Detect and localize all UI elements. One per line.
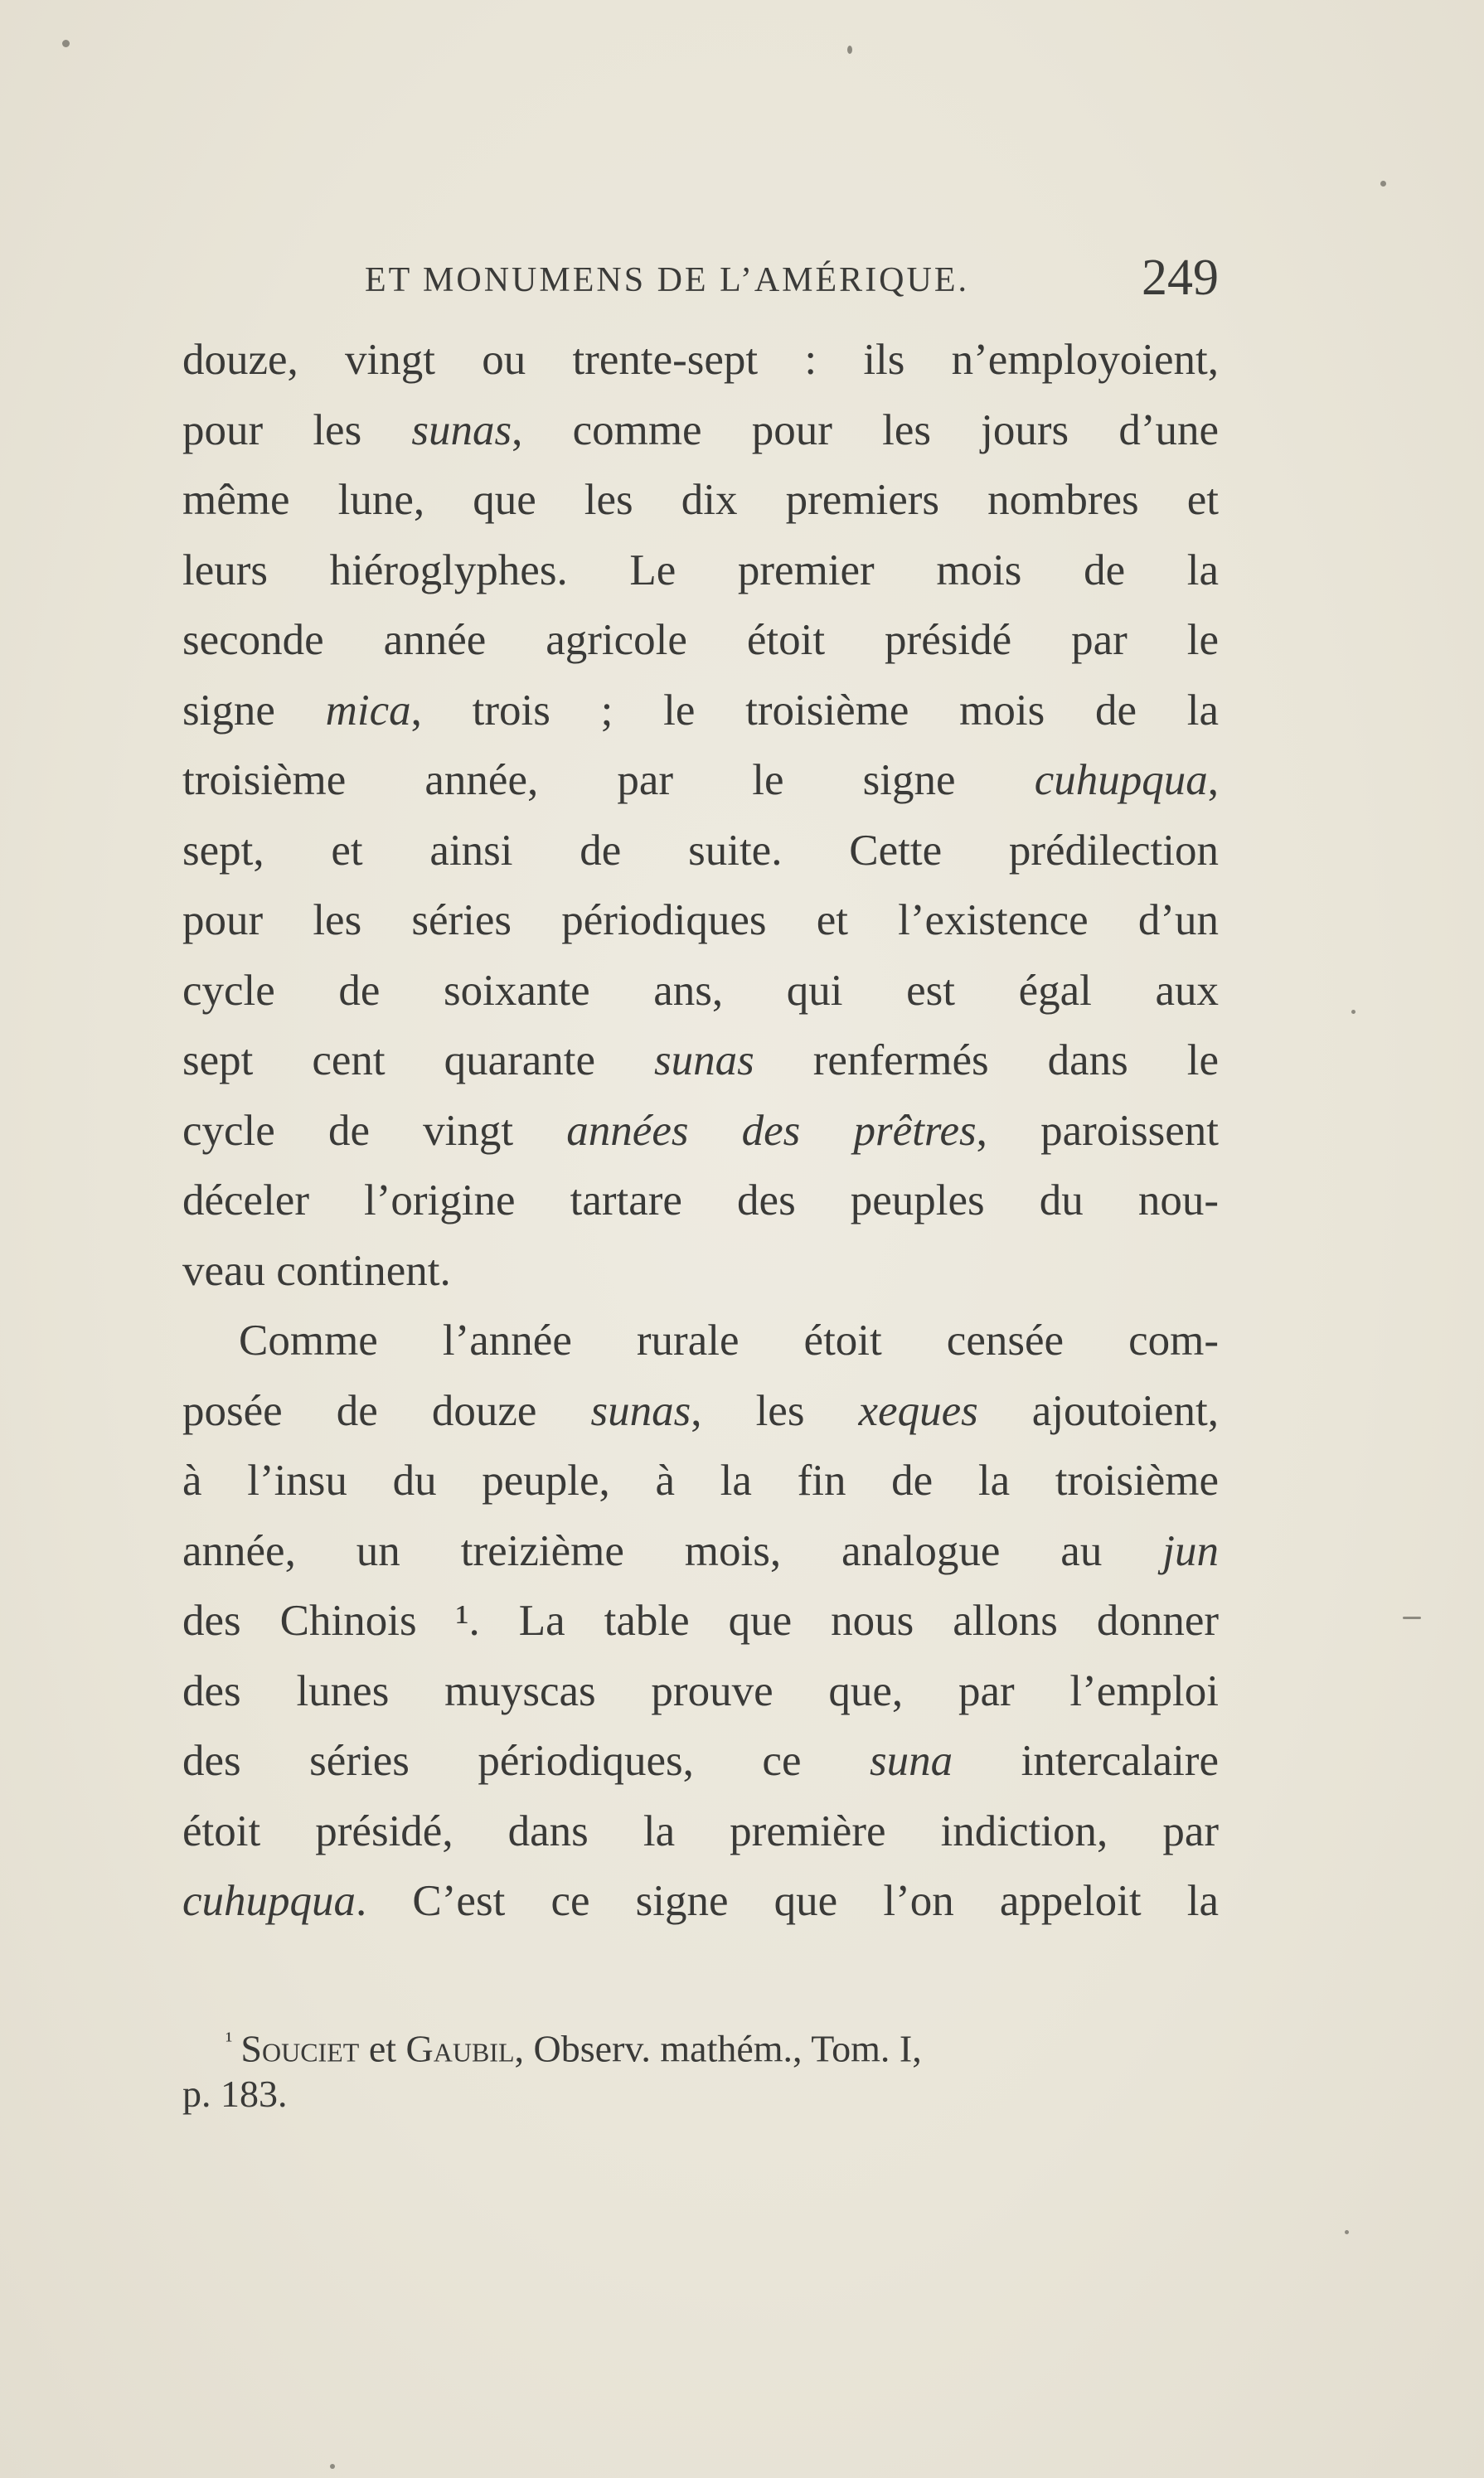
footnote-line: p. 183. (182, 2073, 288, 2115)
text-line: étoit présidé, dans la première indiction, par (182, 1806, 1219, 1855)
paper-speck (1351, 1010, 1355, 1014)
paper-speck (1380, 181, 1386, 187)
text-line: des lunes muyscas prouve que, par l’emploi (182, 1666, 1219, 1715)
paper-speck (62, 40, 70, 47)
paper-speck (847, 46, 852, 54)
text-line: pour les séries périodiques et l’existence d’un (182, 896, 1219, 944)
footnote-line: $^{^1}$ Souciet et Gaubil, Observ. mathém., Tom. I, (226, 2027, 922, 2070)
text-line-paragraph-start: Comme l’année rurale étoit censée com- (239, 1317, 1219, 1365)
footnote-marker: ¹ (226, 2028, 233, 2054)
text-line: des Chinois ¹. La table que nous allons donner (182, 1597, 1219, 1645)
text-line: pour les sunas, comme pour les jours d’une (182, 405, 1219, 454)
paper-speck (330, 2464, 335, 2469)
text-line: posée de douze sunas, les xeques ajoutoient, (182, 1386, 1220, 1435)
text-line: cycle de vingt années des prêtres, paroissent (182, 1106, 1219, 1155)
text-line: sept, et ainsi de suite. Cette prédilection (182, 826, 1219, 875)
text-line: même lune, que les dix premiers nombres et (182, 476, 1219, 524)
running-title: ET MONUMENS DE L’AMÉRIQUE. (365, 261, 969, 299)
text-line: seconde année agricole étoit présidé par le (182, 616, 1219, 664)
text-line: troisième année, par le signe cuhupqua, (182, 756, 1219, 804)
text-line: signe mica, trois ; le troisième mois de la (182, 686, 1219, 735)
text-line: douze, vingt ou trente-sept : ils n’employoient, (182, 336, 1219, 384)
paper-speck (1345, 2230, 1349, 2234)
text-line: des séries périodiques, ce suna intercalaire (182, 1737, 1219, 1785)
text-line: année, un treizième mois, analogue au jun (182, 1526, 1219, 1575)
text-line: déceler l’origine tartare des peuples du nou- (182, 1176, 1219, 1224)
page-header (365, 249, 1219, 315)
paper-speck (1403, 1617, 1421, 1619)
text-line: cycle de soixante ans, qui est égal aux (182, 966, 1219, 1015)
body-text (182, 325, 1219, 1937)
text-line: leurs hiéroglyphes. Le premier mois de la (182, 546, 1219, 594)
text-line: à l’insu du peuple, à la fin de la troisième (182, 1457, 1219, 1505)
page-number: 249 (1142, 250, 1219, 306)
text-line: sept cent quarante sunas renfermés dans le (182, 1036, 1219, 1084)
text-line-paragraph-end: veau continent. (182, 1246, 451, 1295)
footnote (182, 2015, 1219, 2121)
text-line: cuhupqua. C’est ce signe que l’on appeloit la (182, 1877, 1219, 1925)
